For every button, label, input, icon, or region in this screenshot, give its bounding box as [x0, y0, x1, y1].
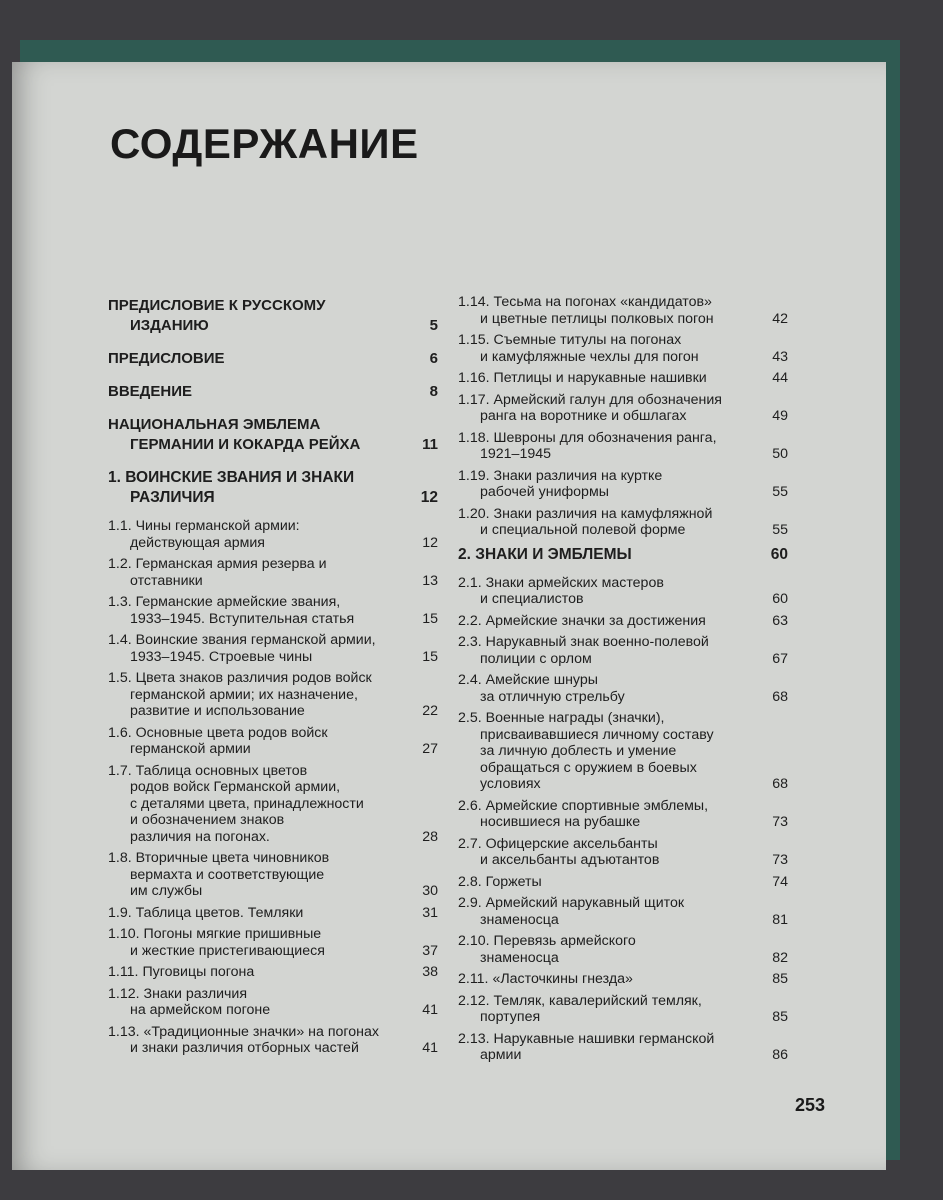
toc-entry — [458, 613, 788, 630]
toc-entry-title: 2.7. Офицерские аксельбанты — [458, 835, 658, 852]
toc-entry-title: 1.9. Таблица цветов. Темляки — [108, 904, 304, 921]
toc-entry-page: 82 — [772, 949, 788, 966]
toc-entry-title-continued: присваивавшиеся личному составу за личную доблесть и умение обращаться с оружием в боевых условиях — [480, 726, 714, 792]
toc-entry — [108, 382, 438, 402]
toc-entry-page: 44 — [772, 370, 788, 386]
toc-entry-title: ВВЕДЕНИЕ — [108, 383, 192, 400]
toc-entry-title: НАЦИОНАЛЬНАЯ ЭМБЛЕМА — [108, 416, 321, 433]
toc-entry-title: 1.7. Таблица основных цветов — [108, 762, 308, 779]
toc-entry-page: 67 — [772, 650, 788, 667]
toc-entry-page: 28 — [422, 828, 438, 845]
toc-entry-title: 1.8. Вторичные цвета чиновников — [108, 850, 330, 866]
toc-entry-title-continued: носившиеся на рубашке — [480, 814, 641, 830]
book-page — [12, 62, 886, 1170]
toc-entry-page: 68 — [772, 776, 788, 792]
toc-entry-title-continued: рабочей униформы — [480, 484, 609, 500]
toc-entry-title: 2.4. Амейские шнуры — [458, 672, 598, 688]
toc-entry-title: 1.19. Знаки различия на куртке — [458, 467, 663, 484]
toc-entry-page: 12 — [422, 534, 438, 551]
toc-entry — [108, 850, 438, 900]
toc-entry-title: 2.6. Армейские спортивные эмблемы, — [458, 797, 709, 814]
toc-entry — [458, 545, 788, 565]
toc-entry-title-continued: действующая армия — [130, 534, 265, 551]
toc-entry-title: 1.11. Пуговицы погона — [108, 964, 255, 980]
toc-entry — [458, 332, 788, 365]
toc-entry-title-continued: 1921–1945 — [480, 446, 552, 462]
toc-entry-title: 1.18. Шевроны для обозначения ранга, — [458, 429, 717, 446]
toc-entry — [458, 993, 788, 1026]
toc-entry-page: 81 — [772, 911, 788, 928]
toc-entry-title: 2.2. Армейские значки за достижения — [458, 612, 706, 629]
toc-entry-title-continued: портупея — [480, 1009, 541, 1025]
toc-entry-title-continued: и цветные петлицы полковых погон — [480, 310, 714, 327]
toc-entry-title: 1.10. Погоны мягкие пришивные — [108, 926, 322, 942]
toc-entry — [458, 575, 788, 608]
toc-entry-page: 13 — [422, 572, 438, 589]
toc-entry-title-continued: ранга на воротнике и обшлагах — [480, 408, 687, 424]
toc-entry-page: 6 — [429, 350, 438, 367]
toc-entry-page: 11 — [422, 436, 438, 453]
page-number: 253 — [795, 1095, 826, 1115]
toc-entry-page: 49 — [772, 408, 788, 424]
toc-entry — [458, 672, 788, 705]
toc-entry-title: 1.12. Знаки различия — [108, 985, 248, 1002]
toc-entry-title: 1.17. Армейский галун для обозначения — [458, 391, 722, 408]
toc-entry-title-continued: армии — [480, 1047, 522, 1063]
toc-entry-title: 1.4. Воинские звания германской армии, — [108, 632, 376, 648]
toc-entry-title-continued: знаменосца — [480, 911, 559, 928]
toc-entry-page: 85 — [772, 1009, 788, 1025]
toc-entry-title: 1.5. Цвета знаков различия родов войск — [108, 670, 372, 686]
toc-entry — [458, 634, 788, 667]
toc-entry — [458, 468, 788, 501]
toc-entry-page: 74 — [772, 873, 788, 890]
toc-entry-title-continued: и специалистов — [480, 591, 584, 607]
toc-entry-page: 27 — [422, 741, 438, 757]
toc-entry — [108, 670, 438, 720]
toc-entry-title: 2.11. «Ласточкины гнезда» — [458, 971, 633, 987]
toc-left-column — [108, 294, 438, 1062]
toc-entry-title-continued: вермахта и соответствующие им службы — [130, 866, 325, 899]
toc-entry-title-continued: германской армии — [130, 741, 251, 757]
toc-entry-title-continued: и аксельбанты адъютантов — [480, 852, 660, 868]
toc-entry-title: 2. ЗНАКИ И ЭМБЛЕМЫ — [458, 545, 632, 563]
toc-entry-page: 60 — [772, 591, 788, 607]
toc-entry-title-continued: отставники — [130, 572, 203, 589]
toc-entry-title-continued: германской армии; их назначение, развитие и использование — [130, 686, 358, 719]
toc-entry — [458, 836, 788, 869]
toc-entry-page: 60 — [770, 545, 788, 563]
toc-entry — [108, 468, 438, 508]
toc-entry-title: 2.12. Темляк, кавалерийский темляк, — [458, 992, 702, 1009]
toc-entry-title: 2.9. Армейский нарукавный щиток — [458, 895, 685, 911]
toc-entry-page: 22 — [422, 703, 438, 719]
toc-entry — [458, 506, 788, 539]
toc-entry — [458, 392, 788, 425]
toc-entry — [458, 430, 788, 463]
toc-entry-page: 8 — [429, 383, 438, 400]
toc-entry — [108, 594, 438, 627]
toc-entry-title: 2.13. Нарукавные нашивки германской — [458, 1030, 715, 1047]
toc-entry-title: 1.1. Чины германской армии: — [108, 518, 300, 534]
toc-entry — [458, 798, 788, 831]
toc-entry — [108, 632, 438, 665]
toc-entry-title: 2.1. Знаки армейских мастеров — [458, 574, 664, 591]
toc-entry-title: 1.20. Знаки различия на камуфляжной — [458, 505, 713, 522]
toc-entry-page: 86 — [772, 1047, 788, 1063]
toc-entry-page: 5 — [429, 317, 438, 334]
toc-entry — [108, 926, 438, 959]
toc-entry-page: 41 — [422, 1002, 438, 1018]
toc-entry-title: ПРЕДИСЛОВИЕ — [108, 350, 225, 367]
toc-entry-title: 1.13. «Традиционные значки» на погонах — [108, 1023, 379, 1040]
toc-entry-title: 1.3. Германские армейские звания, — [108, 594, 341, 610]
toc-entry-page: 73 — [772, 852, 788, 868]
toc-entry-page: 50 — [772, 446, 788, 462]
toc-entry — [108, 725, 438, 758]
toc-entry-page: 38 — [422, 964, 438, 980]
toc-entry — [108, 964, 438, 981]
toc-entry-title: 2.8. Горжеты — [458, 873, 542, 890]
toc-entry-title: 1.14. Тесьма на погонах «кандидатов» — [458, 294, 712, 310]
toc-entry-title: 1.16. Петлицы и нарукавные нашивки — [458, 370, 707, 386]
toc-entry-title-continued: знаменосца — [480, 949, 559, 966]
toc-entry — [458, 971, 788, 988]
toc-entry — [458, 294, 788, 327]
toc-entry — [108, 986, 438, 1019]
toc-entry-page: 15 — [422, 648, 438, 665]
toc-entry-page: 55 — [772, 522, 788, 538]
toc-entry-title-continued: полиции с орлом — [480, 650, 592, 667]
toc-entry-title-continued: 1933–1945. Вступительная статья — [130, 610, 355, 627]
toc-entry-title: ПРЕДИСЛОВИЕ К РУССКОМУ — [108, 297, 326, 314]
toc-entry-title: 1. ВОИНСКИЕ ЗВАНИЯ И ЗНАКИ — [108, 469, 355, 486]
toc-entry-page: 15 — [422, 610, 438, 627]
toc-entry-page: 30 — [422, 883, 438, 899]
toc-entry-page: 85 — [772, 971, 788, 987]
toc-entry-title: 2.5. Военные награды (значки), — [458, 710, 665, 726]
toc-entry — [108, 349, 438, 369]
toc-entry-title: 2.3. Нарукавный знак военно-полевой — [458, 634, 709, 650]
toc-entry — [108, 415, 438, 455]
toc-entry-title-continued: за отличную стрельбу — [480, 688, 625, 705]
toc-entry — [458, 874, 788, 891]
toc-entry-title-continued: ИЗДАНИЮ — [130, 317, 209, 334]
toc-entry — [108, 1024, 438, 1057]
toc-entry — [108, 296, 438, 336]
toc-entry — [108, 905, 438, 922]
toc-entry-page: 41 — [422, 1040, 438, 1056]
toc-right-column — [458, 294, 788, 1069]
page-title: СОДЕРЖАНИЕ — [110, 120, 419, 167]
toc-entry-title-continued: и специальной полевой форме — [480, 522, 686, 538]
toc-entry-page: 73 — [772, 814, 788, 830]
toc-entry-title-continued: и жесткие пристегивающиеся — [130, 942, 325, 959]
toc-entry — [458, 895, 788, 928]
toc-entry-title-continued: на армейском погоне — [130, 1002, 271, 1018]
toc-entry-title-continued: и знаки различия отборных частей — [130, 1040, 359, 1056]
toc-entry-title: 2.10. Перевязь армейского — [458, 933, 636, 949]
toc-entry-page: 43 — [772, 348, 788, 365]
toc-entry-title-continued: родов войск Германской армии, с деталями цвета, принадлежности и обозначением знаков различия на погонах. — [130, 779, 364, 845]
toc-entry — [458, 1031, 788, 1064]
toc-entry-page: 12 — [420, 489, 438, 506]
toc-entry-title: 1.15. Съемные титулы на погонах — [458, 332, 682, 348]
toc-entry — [458, 933, 788, 966]
toc-entry-title-continued: и камуфляжные чехлы для погон — [480, 348, 699, 365]
toc-entry — [108, 763, 438, 846]
toc-entry-title: 1.2. Германская армия резерва и — [108, 556, 327, 572]
toc-entry-page: 68 — [772, 688, 788, 705]
toc-entry-page: 31 — [422, 904, 438, 921]
toc-entry-page: 37 — [422, 942, 438, 959]
toc-entry-title-continued: ГЕРМАНИИ И КОКАРДА РЕЙХА — [130, 436, 361, 453]
toc-entry-title: 1.6. Основные цвета родов войск — [108, 724, 328, 741]
toc-entry — [458, 370, 788, 387]
toc-entry-title-continued: РАЗЛИЧИЯ — [130, 489, 215, 506]
toc-entry-page: 42 — [772, 310, 788, 327]
toc-entry — [108, 556, 438, 589]
toc-entry — [458, 710, 788, 793]
toc-entry — [108, 518, 438, 551]
toc-entry-page: 63 — [772, 612, 788, 629]
toc-entry-title-continued: 1933–1945. Строевые чины — [130, 648, 313, 665]
toc-entry-page: 55 — [772, 484, 788, 500]
